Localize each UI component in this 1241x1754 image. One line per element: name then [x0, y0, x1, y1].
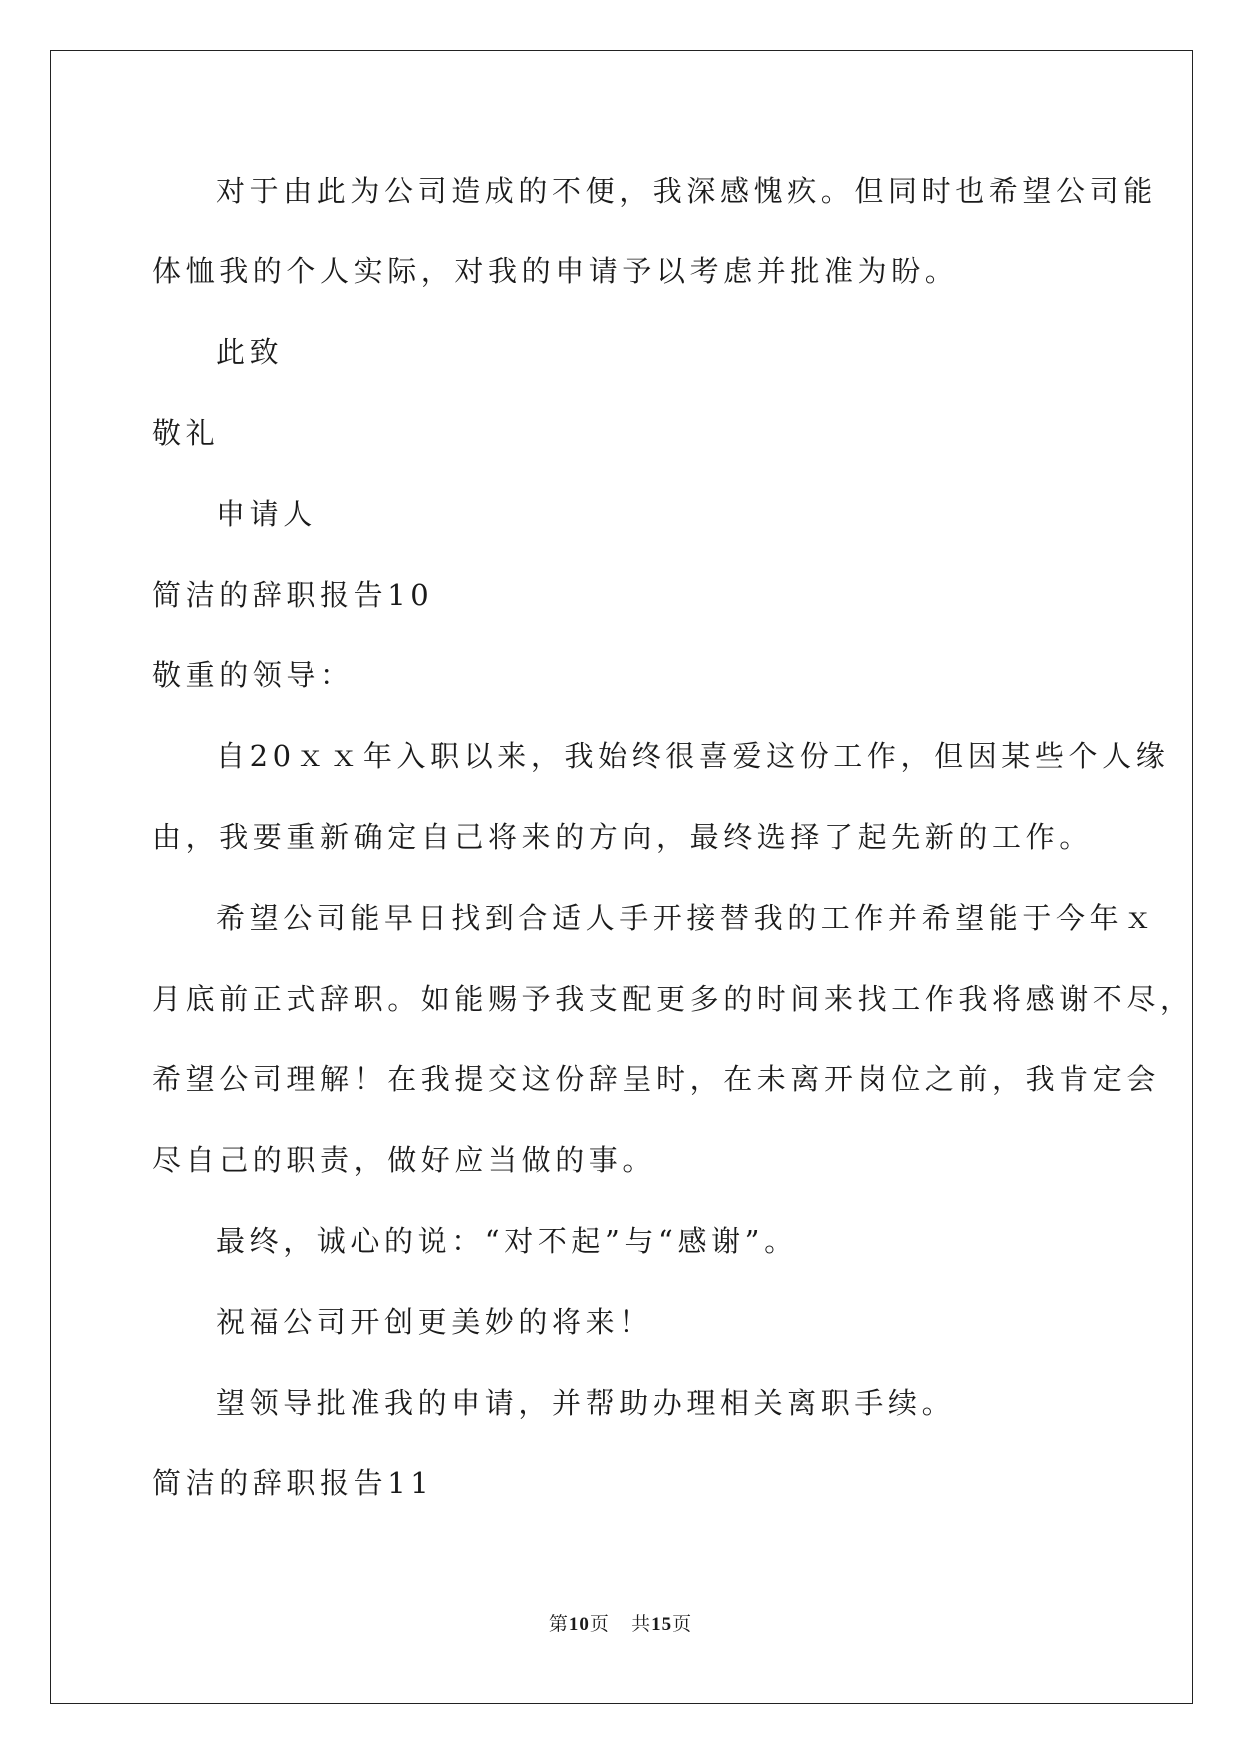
paragraph-line: 体恤我的个人实际，对我的申请予以考虑并批准为盼。 — [152, 254, 959, 288]
paragraph-line: 望领导批准我的申请，并帮助办理相关离职手续。 — [216, 1386, 956, 1420]
closing-salutation: 此致 — [216, 335, 284, 369]
page-footer — [0, 1612, 1241, 1637]
paragraph-line: 祝福公司开创更美妙的将来！ — [216, 1305, 653, 1339]
footer-prefix: 第 — [548, 1613, 569, 1635]
signature-label: 申请人 — [216, 497, 317, 531]
paragraph-line: 希望公司能早日找到合适人手开接替我的工作并希望能于今年ｘ — [216, 901, 1157, 935]
footer-page-suffix: 页 — [589, 1613, 610, 1635]
page-border — [50, 50, 1193, 1704]
paragraph-line: 希望公司理解！在我提交这份辞呈时，在未离开岗位之前，我肯定会 — [152, 1062, 1161, 1096]
total-pages-number: 15 — [651, 1614, 673, 1635]
paragraph-line: 自20ｘｘ年入职以来，我始终很喜爱这份工作，但因某些个人缘 — [216, 739, 1170, 773]
closing-regards: 敬礼 — [152, 416, 220, 450]
footer-total-prefix: 共 — [631, 1613, 652, 1635]
paragraph-line: 尽自己的职责，做好应当做的事。 — [152, 1143, 657, 1177]
paragraph-line: 由，我要重新确定自己将来的方向，最终选择了起先新的工作。 — [152, 820, 1093, 854]
footer-total-suffix: 页 — [672, 1613, 693, 1635]
current-page-number: 10 — [568, 1614, 590, 1635]
paragraph-line: 月底前正式辞职。如能赐予我支配更多的时间来找工作我将感谢不尽， — [152, 982, 1194, 1016]
letter-greeting: 敬重的领导： — [152, 658, 354, 692]
paragraph-line: 最终，诚心的说：“对不起”与“感谢”。 — [216, 1224, 798, 1258]
section-heading: 简洁的辞职报告10 — [152, 578, 434, 612]
paragraph-line: 对于由此为公司造成的不便，我深感愧疚。但同时也希望公司能 — [216, 174, 1157, 208]
section-heading: 简洁的辞职报告11 — [152, 1466, 434, 1500]
